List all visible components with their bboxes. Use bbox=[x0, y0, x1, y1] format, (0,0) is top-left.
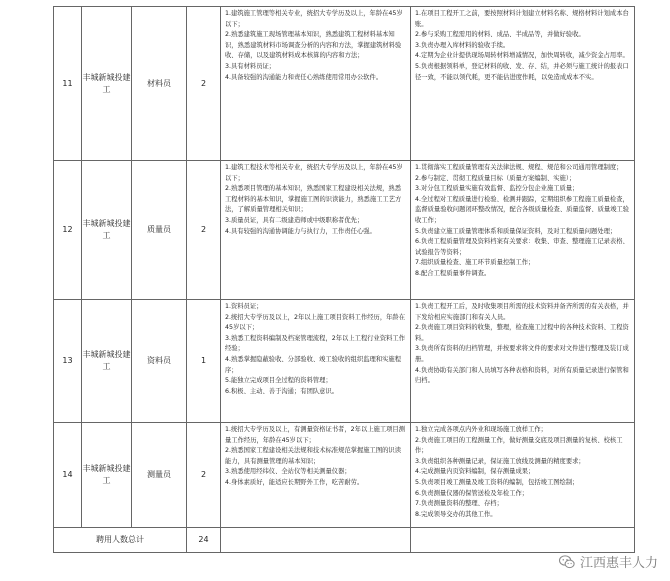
total-value: 24 bbox=[187, 528, 221, 553]
table-row bbox=[54, 161, 635, 300]
hire-count: 2 bbox=[187, 161, 221, 300]
duty-line: 5.负责项目竣工测量及竣工资料的编制，包括竣工图绘制； bbox=[415, 478, 579, 486]
requirement-line: 5.能独立完成项目全过程的资料管理； bbox=[225, 377, 332, 385]
requirement-line: 4.熟悉掌握隐蔽验收、分部验收、竣工验收的组织监理和实施程序； bbox=[225, 355, 402, 374]
position-name: 资料员 bbox=[132, 300, 187, 423]
watermark bbox=[558, 552, 658, 571]
duty-line: 4.负责协助有关部门和人员填写各种表格和资料，对所有质量记录进行保管和归档。 bbox=[415, 366, 629, 385]
position-name: 测量员 bbox=[132, 423, 187, 528]
requirement-line: 2.熟悉项目管理的基本知识，熟悉国家工程建设相关法规，熟悉工程材料的基本知识，掌握施工图的识读能力，熟悉施工工艺方法，了解质量管理相关知识； bbox=[225, 185, 402, 214]
requirement-line: 3.熟悉使用经纬仪、全站仪等相关测量仪器； bbox=[225, 468, 351, 476]
duties-cell bbox=[411, 300, 635, 423]
duty-line: 7.组织质量检查、施工环节质量控制工作； bbox=[415, 259, 535, 267]
empty-cell bbox=[221, 528, 411, 553]
duty-line: 5.负责根据领料单，登记材料的收、发、存、结，并必须与施工统计的报表口径一致，不能以领代耗，更不能估进度作耗，以免造成成本不实。 bbox=[415, 62, 629, 81]
requirement-line: 4.具备较强的沟通能力和责任心熟练使用常用办公软件。 bbox=[225, 73, 383, 81]
duty-line: 4.全过程对工程质量进行检验、检测并跟踪，定期组织参工程施工质量检查，监督质量验收问题闭环整改情况，配合各级质量检查、质量监督、质量竣工验收工作； bbox=[415, 195, 630, 224]
table-row bbox=[54, 7, 635, 161]
duty-line: 2.参与采购工程需用的材料、成品、半成品等，并做好验收。 bbox=[415, 31, 585, 39]
duty-line: 8.配合工程质量事件调查。 bbox=[415, 269, 491, 277]
duty-line: 4.定期为企业计提供现场周转材料增减情况，加快周转收，减少资金占用率。 bbox=[415, 52, 629, 60]
table-row bbox=[54, 423, 635, 528]
duty-line: 2.负责施工项目的工程测量工作，做好测量交底及项目测量的复核、校核工作； bbox=[415, 436, 623, 455]
duty-line: 1.负责工程开工后，及时收集项目所需的技术资料并备齐所需的有关表格，并下发给相应实施部门和有关人员。 bbox=[415, 303, 629, 321]
requirement-line: 6.积极、主动、善于沟通；有团队意识。 bbox=[225, 387, 339, 395]
requirement-line: 4.具有较强的沟通协调能力与执行力，工作责任心强。 bbox=[225, 227, 376, 235]
duty-line: 3.负责所有资料的归档管理，并按要求将文件的要求对文件进行整理及装订成册。 bbox=[415, 345, 629, 363]
requirement-line: 2.熟悉国家工程建设相关法规和技术标准规范掌握施工图的识读能力，具有测量管理的基本知识； bbox=[225, 447, 402, 465]
duty-line: 4.完成测量内页资料编制，保存测量成果； bbox=[415, 468, 535, 476]
row-number: 11 bbox=[54, 7, 82, 161]
requirements-cell bbox=[221, 423, 411, 528]
requirement-line: 3.质量员证，具有二级建造师或中级职称者优先； bbox=[225, 216, 364, 224]
requirement-line: 1.资料员证； bbox=[225, 303, 263, 310]
duty-line: 6.负责测量仪器的保管送检及年检工作； bbox=[415, 489, 529, 497]
watermark-text: 江西惠丰人力 bbox=[579, 556, 658, 571]
company-name: 丰城新城投建工 bbox=[82, 300, 132, 423]
requirement-line: 2.统招大专学历及以上，2年以上施工项目资料工作经历，年龄在45岁以下； bbox=[225, 313, 406, 332]
row-number: 12 bbox=[54, 161, 82, 300]
total-row bbox=[54, 528, 635, 553]
requirement-line: 2.熟悉建筑施工现场管理基本知识，熟悉建筑工程材料基本知识，熟悉建筑材料市场调查分析的内容和方法，掌握建筑材料验收、存储，以及建筑材料成本核算的内容和方法； bbox=[225, 31, 402, 60]
duty-line: 3.负责办理入库材料的验收手续。 bbox=[415, 41, 510, 49]
table-row bbox=[54, 300, 635, 423]
total-label: 聘用人数总计 bbox=[54, 528, 187, 553]
duties-cell bbox=[411, 7, 635, 161]
company-name: 丰城新城投建工 bbox=[82, 7, 132, 161]
requirement-line: 1.建筑工程技术等相关专业，统招大专学历及以上，年龄在45岁以下； bbox=[225, 164, 403, 182]
duty-line: 5.负责建立施工质量管理体系和质量保证资料，及对工程质量问题处理； bbox=[415, 227, 617, 235]
row-number: 13 bbox=[54, 300, 82, 423]
position-name: 质量员 bbox=[132, 161, 187, 300]
duty-line: 2.负责施工项目资料的收集，整理，检查施工过程中的各种技术资料、工程资料。 bbox=[415, 324, 629, 342]
duty-line: 8.完成领导交办的其他工作。 bbox=[415, 510, 497, 518]
requirements-cell bbox=[221, 161, 411, 300]
requirement-line: 3.熟悉工程资料编制及档案管理流程，2年以上工程行业资料工作经验； bbox=[225, 334, 406, 353]
duties-cell bbox=[411, 423, 635, 528]
duties-cell bbox=[411, 161, 635, 300]
duty-line: 3.负责组织各种测量记录，保证施工放线及测量的精度要求； bbox=[415, 457, 585, 465]
requirement-line: 4.身体素质好，能适应长期野外工作，吃苦耐劳。 bbox=[225, 478, 364, 486]
hire-count: 2 bbox=[187, 423, 221, 528]
duty-line: 3.对分包工程质量实施有效监督、监控分包企业施工质量； bbox=[415, 185, 579, 193]
duty-line: 7.负责测量资料的整理、存档； bbox=[415, 500, 503, 508]
requirement-line: 1.统招大专学历及以上，有测量资格证书者，2年以上施工项目测量工作经历，年龄在45岁以下； bbox=[225, 426, 406, 444]
requirements-cell bbox=[221, 300, 411, 423]
duty-line: 1.贯彻落实工程质量管理有关法律法规、规程、规范和公司通用管理制度； bbox=[415, 164, 623, 171]
requirement-line: 1.建筑施工管理等相关专业，统招大专学历及以上，年龄在45岁以下； bbox=[225, 10, 403, 28]
empty-cell bbox=[411, 528, 635, 553]
recruitment-table bbox=[53, 6, 635, 553]
requirement-line: 3.具有材料员证； bbox=[225, 62, 276, 70]
company-name: 丰城新城投建工 bbox=[82, 161, 132, 300]
duty-line: 6.负责工程质量管理及资料档案有关要求：收集、审查、整理施工记录表格、试验报告等资料； bbox=[415, 238, 629, 256]
company-name: 丰城新城投建工 bbox=[82, 423, 132, 528]
duty-line: 1.独立完成各项点内外业和现场施工放样工作； bbox=[415, 426, 547, 433]
hire-count: 1 bbox=[187, 300, 221, 423]
duty-line: 1.在项目工程开工之前，要按照材料计划建立材料名称、规格材料计划成本台账。 bbox=[415, 10, 629, 28]
position-name: 材料员 bbox=[132, 7, 187, 161]
requirements-cell bbox=[221, 7, 411, 161]
duty-line: 2.参与制定、贯彻工程质量目标（质量方案编制、实施）； bbox=[415, 174, 576, 182]
wechat-icon bbox=[558, 553, 576, 571]
row-number: 14 bbox=[54, 423, 82, 528]
hire-count: 2 bbox=[187, 7, 221, 161]
